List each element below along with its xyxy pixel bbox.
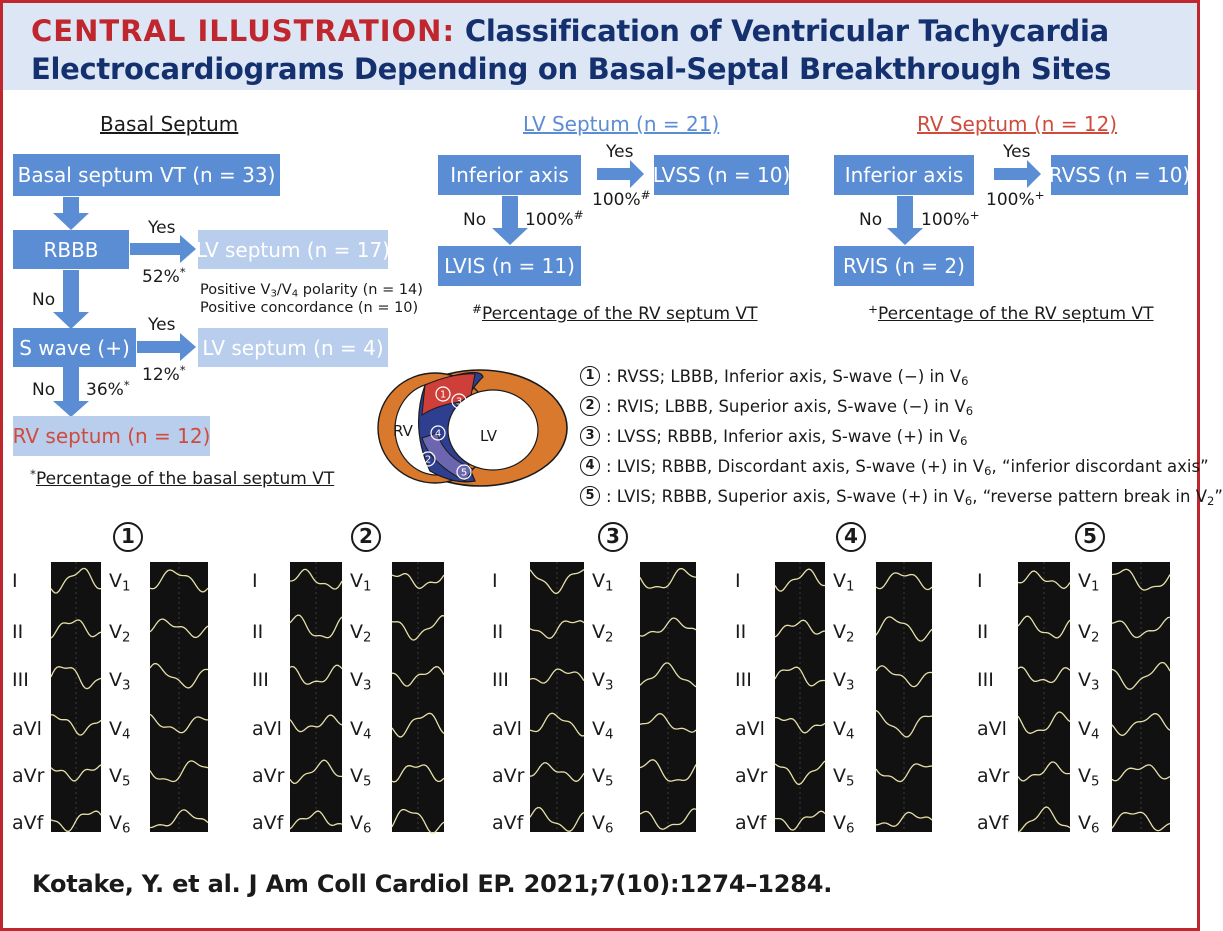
lead-label-avl: aVl [12,718,42,740]
ecg-strip-limb-2 [290,562,342,832]
arrow-rv-yes [994,160,1041,188]
rv-footnote: +Percentage of the RV septum VT [868,302,1154,324]
arrow-rbbb-to-lv17 [130,235,196,263]
citation: Kotake, Y. et al. J Am Coll Cardiol EP. 2021;7(10):1274–1284. [32,870,833,898]
lead-label-ii: II [12,621,24,643]
lead-label-v5: $V_5$ [833,765,855,790]
ecg-trace [876,812,932,826]
lv-septum-heading: LV Septum (n = 21) [523,112,720,136]
legend-item-4 [580,456,1209,476]
panel-number-2: 2 [351,522,381,552]
lead-label-avf: aVf [252,812,284,834]
legend-text: : LVSS; RBBB, Inferior axis, S-wave (+) in $V_6$ [606,426,968,448]
lead-label-v3: $V_3$ [1078,669,1100,694]
lead-label-ii: II [492,621,504,643]
rv-septum-heading: RV Septum (n = 12) [917,112,1118,136]
lead-label-v5: $V_5$ [1078,765,1100,790]
lead-label-v6: $V_6$ [109,812,131,837]
rv-pct-no: 100%+ [921,208,980,230]
panel-number-1: 1 [113,522,143,552]
basal-septum-heading: Basal Septum [100,112,239,136]
legend-item-1 [580,366,968,386]
ecg-trace [392,574,444,589]
legend-number-1: 1 [580,366,600,386]
lead-label-v1: $V_1$ [1078,570,1100,595]
basal-pct-52: 52%* [142,265,186,287]
lead-label-avf: aVf [492,812,524,834]
positive-concordance-note: Positive concordance (n = 10) [200,300,419,316]
lead-label-v4: $V_4$ [833,718,855,743]
lv-inferior-axis-box: Inferior axis [438,155,581,195]
lead-label-avr: aVr [492,765,525,787]
lv-footnote: #Percentage of the RV septum VT [472,302,758,324]
rv-label: RV [393,422,413,440]
lead-label-i: I [12,570,18,592]
ecg-strip-precordial-4 [876,562,932,832]
rbbb-box: RBBB [13,230,129,269]
lead-label-v4: $V_4$ [350,718,372,743]
lead-label-v3: $V_3$ [109,669,131,694]
lead-label-avl: aVl [977,718,1007,740]
rv-septum-12-box: RV septum (n = 12) [13,416,210,456]
lead-label-v2: $V_2$ [833,621,855,646]
lead-label-avr: aVr [12,765,45,787]
lv-septum-17-box: LV septum (n = 17) [198,230,388,269]
lead-label-v1: $V_1$ [592,570,614,595]
ecg-strip-limb-1 [51,562,101,832]
rvis-box: RVIS (n = 2) [834,246,974,286]
diagram-marker-2-text: 2 [424,454,432,466]
ecg-trace [1112,663,1170,690]
basal-swave-no-label: No [32,380,56,400]
arrow-lv-no [492,196,528,245]
lead-label-v3: $V_3$ [592,669,614,694]
header-lead: CENTRAL ILLUSTRATION: [31,14,456,48]
legend-text: : RVSS; LBBB, Inferior axis, S-wave (−) in $V_6$ [606,366,969,388]
lv-label: LV [480,427,497,445]
ecg-strip-precordial-2 [392,562,444,832]
lead-label-ii: II [252,621,264,643]
lvis-box: LVIS (n = 11) [438,246,581,286]
ecg-strip-precordial-3 [640,562,696,832]
lead-label-iii: III [735,669,752,691]
basal-pct-12: 12%* [142,363,186,385]
legend-number-4: 4 [580,456,600,476]
legend-number-3: 3 [580,426,600,446]
ecg-strip-limb-4 [775,562,825,832]
septum-cross-section [375,363,575,493]
diagram-marker-1-text: 1 [439,389,447,401]
legend-item-5 [580,486,1223,506]
legend-item-2 [580,396,973,416]
lead-label-avf: aVf [735,812,767,834]
lead-label-avl: aVl [252,718,282,740]
arrow-rbbb-to-swave [53,270,89,329]
basal-septum-vt-box: Basal septum VT (n = 33) [13,154,280,196]
legend-number-5: 5 [580,486,600,506]
lv-pct-yes: 100%# [592,188,651,210]
rvss-box: RVSS (n = 10) [1051,155,1188,195]
lead-label-v2: $V_2$ [350,621,372,646]
ecg-trace [640,714,696,733]
header-title: Classification of Ventricular Tachycardia Electrocardiograms Depending on Basal-Septal Breakthrough Sites [31,14,1112,86]
lead-label-avl: aVl [492,718,522,740]
arrow-swave-to-rv12 [53,367,89,417]
diagram-marker-5-text: 5 [460,467,468,479]
lead-label-i: I [735,570,741,592]
lead-label-v5: $V_5$ [109,765,131,790]
arrow-rv-no [887,196,923,245]
lv-pct-no: 100%# [525,208,584,230]
arrow-lv-yes [597,160,644,188]
lead-label-i: I [977,570,983,592]
ecg-trace [392,810,444,834]
basal-pct-36: 36%* [86,378,130,400]
lead-label-iii: III [252,669,269,691]
lead-label-v6: $V_6$ [1078,812,1100,837]
lead-label-v1: $V_1$ [350,570,372,595]
lead-label-v6: $V_6$ [350,812,372,837]
panel-number-4: 4 [836,522,866,552]
lead-label-iii: III [977,669,994,691]
ecg-strip-limb-5 [1018,562,1070,832]
lv-no-label: No [463,210,487,230]
lead-label-avf: aVf [12,812,44,834]
positive-polarity-note: Positive $V_3/V_4$ polarity (n = 14) [200,282,423,300]
lead-label-v1: $V_1$ [109,570,131,595]
lead-label-iii: III [492,669,509,691]
basal-footnote: *Percentage of the basal septum VT [30,467,335,489]
lead-label-v6: $V_6$ [592,812,614,837]
ecg-strip-precordial-1 [150,562,208,832]
panel-number-5: 5 [1075,522,1105,552]
lead-label-v2: $V_2$ [109,621,131,646]
basal-rbbb-yes-label: Yes [148,218,176,238]
legend-number-2: 2 [580,396,600,416]
lead-label-v3: $V_3$ [833,669,855,694]
lead-label-avr: aVr [977,765,1010,787]
lvss-box: LVSS (n = 10) [654,155,789,195]
lead-label-v5: $V_5$ [350,765,372,790]
lead-label-v4: $V_4$ [592,718,614,743]
lead-label-v4: $V_4$ [1078,718,1100,743]
ecg-trace [530,669,584,683]
panel-number-3: 3 [598,522,628,552]
lead-label-i: I [252,570,258,592]
lead-label-v4: $V_4$ [109,718,131,743]
lead-label-v6: $V_6$ [833,812,855,837]
lead-label-avr: aVr [735,765,768,787]
lead-label-avr: aVr [252,765,285,787]
lead-label-ii: II [735,621,747,643]
legend-text: : LVIS; RBBB, Discordant axis, S-wave (+) in $V_6$, “inferior discordant axis” [606,456,1209,478]
s-wave-box: S wave (+) [13,328,136,367]
lead-label-ii: II [977,621,989,643]
arrow-root-to-rbbb [53,197,89,230]
diagram-marker-4-text: 4 [434,428,442,440]
rv-no-label: No [859,210,883,230]
rv-pct-yes: 100%+ [986,188,1045,210]
legend-item-3 [580,426,968,446]
ecg-strip-precordial-5 [1112,562,1170,832]
lead-label-avl: aVl [735,718,765,740]
legend-text: : RVIS; LBBB, Superior axis, S-wave (−) in $V_6$ [606,396,974,418]
lead-label-v1: $V_1$ [833,570,855,595]
lv-septum-4-box: LV septum (n = 4) [198,328,388,367]
lead-label-v2: $V_2$ [1078,621,1100,646]
lead-label-v3: $V_3$ [350,669,372,694]
lead-label-i: I [492,570,498,592]
rv-yes-label: Yes [1003,142,1031,162]
basal-swave-yes-label: Yes [148,315,176,335]
ecg-trace [1018,667,1070,682]
lead-label-avf: aVf [977,812,1009,834]
lead-label-v5: $V_5$ [592,765,614,790]
ecg-strip-limb-3 [530,562,584,832]
diagram-marker-3-text: 3 [455,396,463,408]
rv-inferior-axis-box: Inferior axis [834,155,974,195]
basal-rbbb-no-label: No [32,290,56,310]
lead-label-v2: $V_2$ [592,621,614,646]
legend-text: : LVIS; RBBB, Superior axis, S-wave (+) in $V_6$, “reverse pattern break in $V_2$” [606,486,1223,508]
arrow-swave-to-lv4 [137,333,196,361]
lead-label-iii: III [12,669,29,691]
lv-yes-label: Yes [606,142,634,162]
ecg-trace [775,718,825,733]
